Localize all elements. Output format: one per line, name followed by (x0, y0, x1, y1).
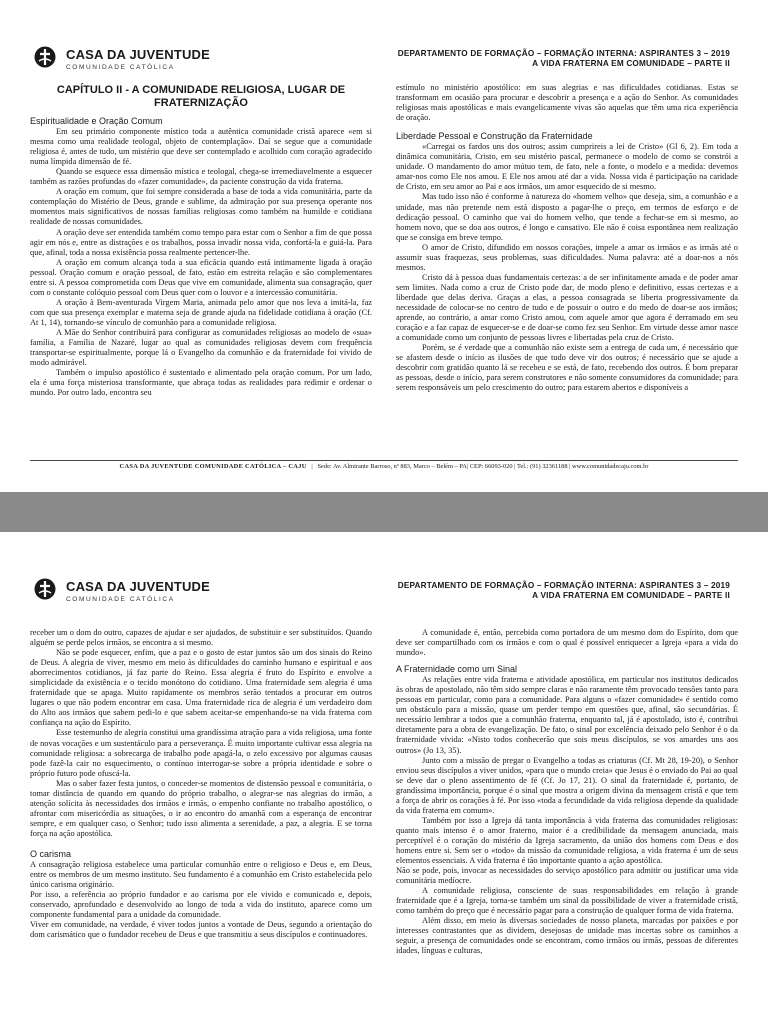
paragraph: Por isso, a referência ao próprio fundador e ao carisma por ele vivido e comunicado e, depois, conservado, aprofundado e desenvolvido ao longo de toda a vida do instituto, aparece como um componente fundamental para a unidade da comunidade. (30, 890, 372, 920)
right-column (396, 83, 738, 393)
paragraph: O amor de Cristo, difundido em nossos corações, impele a amar os irmãos e as irmãs até o assumir suas fraquezas, seus problemas, suas dificuldades. Numa palavra: até a doar-nos a nós mesmos. (396, 242, 738, 272)
paragraph: Mas o saber fazer festa juntos, o conceder-se momentos de distensão pessoal e comunitária, o tomar distância de quando em quando do próprio trabalho, o alegrar-se nas alegrias do irmão, a atenção solícita às necessidades dos irmãos e irmãs, o empenho confiante no trabalho apostólico, o afrontar com misericórdia as situações, o ir ao encontro do amanhã com a esperança de encontrar sempre, e em qualquer caso, o Senhor; tudo isso alimenta a serenidade, a paz, a alegria. E se torna força na ação apostólica. (30, 778, 372, 838)
paragraph: Cristo dá à pessoa duas fundamentais certezas: a de ser infinitamente amada e de poder amar sem limites. Nada como a cruz de Cristo pode dar, de modo pleno e definitivo, essas certezas e a liberdade que delas deriva. Graças a elas, a pessoa consagrada se liberta progressivamente da necessidade de colocar-se no centro de tudo e de possuir o outro e do medo de doar-se aos irmãos; aprende, ao contrário, a amar como Cristo amou, com aquele amor que agora é derramado em seu coração e a faz capaz de esquecer-se e de doar-se como fez seu Senhor. Em virtude desse amor nasce a comunidade como um conjunto de pessoas livres e libertadas pela cruz de Cristo. (396, 272, 738, 343)
department-line-2: A VIDA FRATERNA EM COMUNIDADE – PARTE II (532, 591, 730, 600)
footer-org: CASA DA JUVENTUDE COMUNIDADE CATÓLICA – CAJU (119, 463, 307, 470)
footer-address: Sede: Av. Almirante Barroso, nº 883, Marco – Belém – PA| CEP: 66093-020 | Tel.: (91) 32361188 | www.comunidadecaju.com.br (317, 463, 649, 470)
logo-title: CASA DA JUVENTUDE (66, 47, 211, 62)
paragraph: «Carregai os fardos uns dos outros; assim cumprireis a lei de Cristo» (Gl 6, 2). Em toda a dinâmica comunitária, Cristo, em seu mistério pascal, permanece o modelo de como se constrói a unidade. O mandamento do amor mútuo tem, de fato, nele a fonte, o modelo e a medida: devemos amar-nos como Ele nos amou. E Ele nos amou até dar a vida. Nossa vida é participação na caridade de Cristo, em seu amor ao Pai e aos irmãos, um amor esquecido de si mesmo. (396, 142, 738, 192)
paragraph: Mas tudo isso não é conforme à natureza do «homem velho» que deseja, sim, a comunhão e a unidade, mas não pretende nem está disposto a pagar-lhe o preço, em termos de esforço e de dedicação pessoal. O caminho que vai do homem velho, que tende a fechar-se em si mesmo, ao homem novo, que se doa aos outros, é longo e cansativo. Ele não é coisa espontânea nem realização que se consiga em breve tempo. (396, 192, 738, 242)
paragraph: Também o impulso apostólico é sustentado e alimentado pela oração comum. Por um lado, ela é uma força misteriosa transformante, que abraça todas as realidades para redimir e ordenar o mundo. Por outro lado, encontra seu (30, 368, 372, 398)
section-heading: Liberdade Pessoal e Construção da Fraternidade (396, 131, 593, 142)
footer-divider (30, 460, 738, 461)
department-line-2: A VIDA FRATERNA EM COMUNIDADE – PARTE II (532, 59, 730, 68)
paragraph: Junto com a missão de pregar o Evangelho a todas as criaturas (Cf. Mt 28, 19-20), o Senhor enviou seus discípulos a viver unidos, «para que o mundo creia» que Jesus é o enviado do Pai ao qual se deve dar o pleno assentimento de fé (Cf. Jo 17, 21). O sinal da fraternidade é, portanto, de grandíssima importância, porque é o sinal que mostra a origem divina da mensagem cristã e que tem a força de abrir os corações à fé. Por isso «toda a fecundidade da vida religiosa depende da qualidade da vida fraterna em comum». (396, 755, 738, 815)
paragraph: A oração em comum alcança toda a sua eficácia quando está intimamente ligada à oração pessoal. Oração comum e oração pessoal, de fato, estão em estreita relação e são complementares entre si. A pessoa comprometida com Deus que vive em comunidade, alimenta sua consagração, quer com o constante colóquio pessoal com Deus quer com o louvor e a intercessão comunitária. (30, 257, 372, 297)
paragraph: Esse testemunho de alegria constitui uma grandíssima atração para a vida religiosa, uma fonte de novas vocações e um sustentáculo para a perseverança. É muito importante cultivar essa alegria na comunidade religiosa: a sobrecarga de trabalho pode apagá-la, o zelo excessivo por algumas causas pode fazê-la cair no esquecimento, o contínuo interrogar-se sobre a própria identidade e sobre o próprio futuro pode ofuscá-la. (30, 728, 372, 778)
cross-logo-icon (34, 578, 56, 600)
department-line-1: DEPARTAMENTO DE FORMAÇÃO – FORMAÇÃO INTERNA: ASPIRANTES 3 – 2019 (397, 49, 730, 58)
department-heading (398, 581, 730, 601)
cross-logo-icon (34, 46, 56, 68)
right-column (396, 628, 738, 957)
section-heading: Espiritualidade e Oração Comum (30, 116, 163, 126)
document-page-1 (0, 0, 768, 492)
paragraph: estímulo no ministério apostólico: em suas alegrias e nas dificuldades cotidianas. Estas se transformam em ocasião para procurar e descobrir a presença e a ação do Senhor. As comunidades religiosas mais apostólicas e mais evangelicamente vivas são aquelas que têm uma rica experiência de oração. (396, 83, 738, 123)
logo-subtitle: COMUNIDADE CATÓLICA (66, 64, 175, 71)
page-footer (0, 463, 768, 470)
paragraph: A Mãe do Senhor contribuirá para configurar as comunidades religiosas ao modelo de «sua» família, a Família de Nazaré, lugar ao qual as comunidades religiosas devem com frequência transportar-se espiritualmente, porque lá o Evangelho da comunhão e da fraternidade foi vivido de modo admirável. (30, 327, 372, 368)
paragraph: Em seu primário componente místico toda a autêntica comunidade cristã aparece «em si mesma como uma realidade teologal, objeto de contemplação». Daí se segue que a comunidade religiosa é, antes de tudo, um mistério que deve ser contemplado e acolhido com coração agradecido numa límpida dimensão de fé. (30, 127, 372, 167)
paragraph: A oração em comum, que foi sempre considerada a base de toda a vida comunitária, parte da contemplação do Mistério de Deus, grande e sublime, da admiração por sua presença operante nos momentos mais significativos de nossas famílias religiosas como também na humilde e cotidiana realidade de nossas comunidades. (30, 187, 372, 227)
paragraph: A oração deve ser entendida também como tempo para estar com o Senhor a fim de que possa agir em nós e, entre as distrações e os trabalhos, possa invadir nossa vida, confortá-la e guiá-la. Para que, afinal, toda a nossa existência possa realmente pertencer-lhe. (30, 227, 372, 257)
logo-title: CASA DA JUVENTUDE (66, 579, 211, 594)
paragraph: Porém, se é verdade que a comunhão não existe sem a entrega de cada um, é necessário que se afastem desde o início as ilusões de que tudo deve vir dos outros; é necessário que se ajude a descobrir com gratidão quanto lá se recebeu e se está, de fato, recebendo dos outros. É bom preparar as pessoas, desde o início, para serem construtores e não somente consumidores da comunidade; para serem responsáveis um pelo crescimento do outro; para estarem abertos e disponíveis a (396, 343, 738, 393)
paragraph: As relações entre vida fraterna e atividade apostólica, em particular nos institutos dedicados às obras de apostolado, não têm sido sempre claras e não raramente têm provocado tensões tanto para pessoas em particular, como para a comunidade. Para alguns o «fazer comunidade» é sentido como um obstáculo para a missão, quase um perder tempo em questões que, afinal, são secundárias. É necessário lembrar a todos que a comunhão fraterna, enquanto tal, já é apostolado, isto é, contribui diretamente para a obra de evangelização. De fato, o sinal por excelência deixado pelo Senhor é o da fraternidade vivida: «Nisto todos conhecerão que sois meus discípulos, se vos amardes uns aos outros» (Jo 13, 35). (396, 675, 738, 755)
left-column (30, 628, 372, 940)
section-heading: A Fraternidade como um Sinal (396, 664, 518, 675)
paragraph: Viver em comunidade, na verdade, é viver todos juntos a vontade de Deus, segundo a orientação do dom carismático que o fundador recebeu de Deus e que transmitiu a seus discípulos e continuadores. (30, 920, 372, 940)
page-header (0, 0, 768, 88)
page-header (0, 532, 768, 620)
paragraph: A comunidade é, então, percebida como portadora de um mesmo dom do Espírito, dom que deve ser compartilhado com os irmãos e com o qual é possível enriquecer a Igreja «para a vida do mundo». (396, 628, 738, 658)
paragraph: Também por isso a Igreja dá tanta importância à vida fraterna das comunidades religiosas: quanto mais intenso é o amor fraterno, maior é a credibilidade da mensagem anunciada, mais perceptível é o coração do mistério da Igreja sacramento, da união dos homens com Deus e dos homens entre si. Sem ser o «todo» da missão da comunidade religiosa, a vida fraterna é um de seus elementos essenciais. A vida fraterna é tão importante quanto a ação apostólica. (396, 815, 738, 866)
paragraph: Quando se esquece essa dimensão mística e teologal, chega-se irremediavelmente a esquecer também as razões profundas do «fazer comunidade», da paciente construção da vida fraterna. (30, 167, 372, 187)
left-column (30, 84, 372, 398)
chapter-title: CAPÍTULO II - A COMUNIDADE RELIGIOSA, LUGAR DE FRATERNIZAÇÃO (56, 84, 346, 109)
department-line-1: DEPARTAMENTO DE FORMAÇÃO – FORMAÇÃO INTERNA: ASPIRANTES 3 – 2019 (397, 581, 730, 590)
department-heading (398, 49, 730, 69)
paragraph: A comunidade religiosa, consciente de suas responsabilidades em relação à grande fraternidade que é a Igreja, torna-se também um sinal da possibilidade de viver a fraternidade cristã, como também do preço que é necessário pagar para a construção de qualquer forma de vida fraterna. (396, 886, 738, 916)
paragraph: Não se pode esquecer, enfim, que a paz e o gosto de estar juntos são um dos sinais do Reino de Deus. A alegria de viver, mesmo em meio às dificuldades do caminho humano e espiritual e aos aborrecimentos cotidianos, já faz parte do Reino. Essa alegria é fruto do Espírito e envolve a simplicidade da existência e o tecido monótono do cotidiano. Uma fraternidade sem alegria é uma fraternidade que se apaga. Muito rapidamente os membros serão tentados a procurar em outros lugares o que não podem encontrar em casa. Uma fraternidade rica de alegria é um verdadeiro dom do Alto aos irmãos que sabem pedi-lo e que sabem aceitar-se empenhando-se na vida fraterna com confiança na ação do Espírito. (30, 648, 372, 728)
footer-separator: | (308, 463, 316, 470)
paragraph: Além disso, em meio às diversas sociedades de nosso planeta, marcadas por paixões e por interesses contrastantes que as dividem, desejosas de unidade mas incertas sobre os caminhos a seguir, a presença de comunidades onde se encontram, como irmãos ou irmãs, pessoas de diferentes idades, línguas e culturas, (396, 916, 738, 956)
paragraph: A oração à Bem-aventurada Virgem Maria, animada pelo amor que nos leva a imitá-la, faz com que sua presença exemplar e materna seja de grande ajuda na fidelidade cotidiana à oração (Cf. At 1, 14), tornando-se vínculo de comunhão para a comunidade religiosa. (30, 297, 372, 327)
paragraph: receber um o dom do outro, capazes de ajudar e ser ajudados, de substituir e ser substituídos. Quando alguém se perde pelos irmãos, se encontra a si mesmo. (30, 628, 372, 648)
paragraph: Não se pode, pois, invocar as necessidades do serviço apostólico para admitir ou justificar uma vida comunitária medíocre. (396, 866, 738, 886)
logo-subtitle: COMUNIDADE CATÓLICA (66, 596, 175, 603)
document-page-2 (0, 532, 768, 1024)
paragraph: A consagração religiosa estabelece uma particular comunhão entre o religioso e Deus e, em Deus, entre os membros de um mesmo instituto. Seu fundamento é a comunhão em Cristo estabelecida pelo único carisma originário. (30, 860, 372, 890)
section-heading: O carisma (30, 848, 72, 859)
